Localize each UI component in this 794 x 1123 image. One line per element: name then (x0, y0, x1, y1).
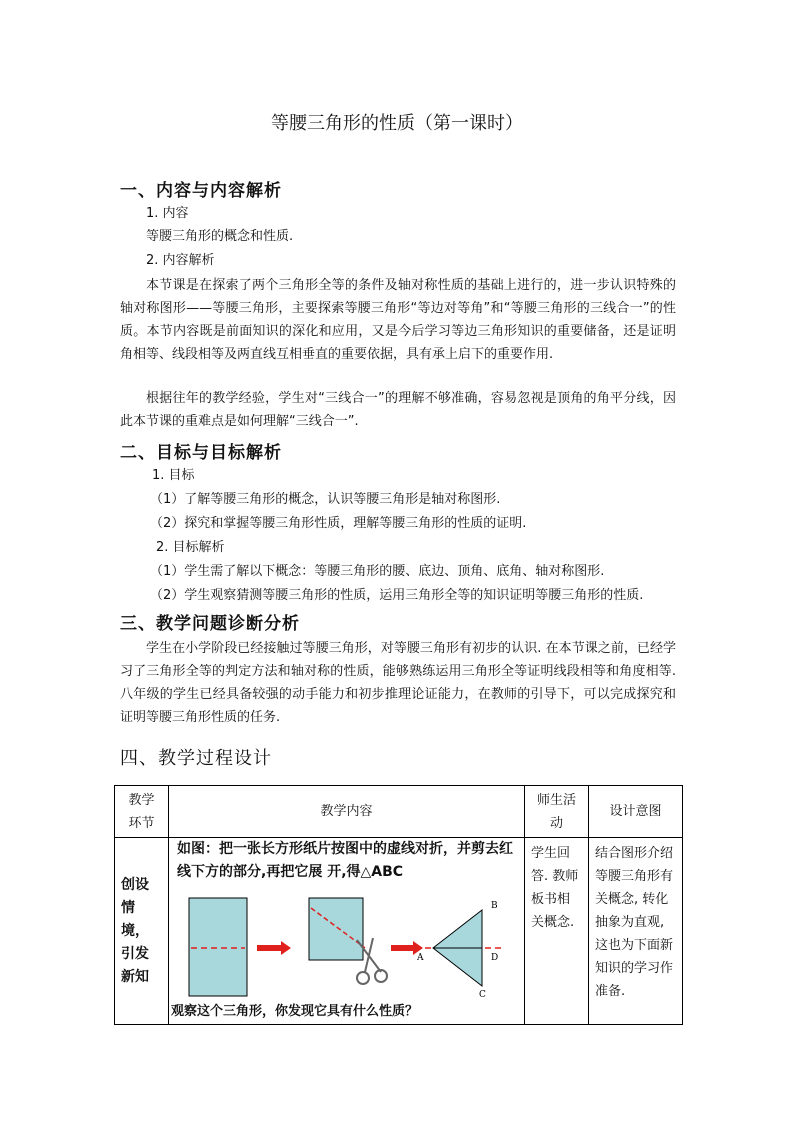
sub-label-content-analysis: 2. 内容解析 (146, 253, 215, 268)
diagnosis-para: 学生在小学阶段已经接触过等腰三角形，对等腰三角形有初步的认识. 在本节课之前，已经学习了三角形全等的判定方法和轴对称的性质，能够熟练运用三角形全等证明线段相等和角度相等. 八年级的学生已经具备较强的动手能力和初步推理论证能力，在教师的引导下，可以完成探究和证明等腰三角形性质的任务. (120, 641, 676, 725)
label-d: D (491, 953, 499, 963)
goal-2: （2）探究和掌握等腰三角形性质，理解等腰三角形的性质的证明. (150, 516, 527, 531)
activity-cell: 学生回答. 教师板书相关概念. (525, 838, 589, 1025)
page-title: 等腰三角形的性质（第一课时） (271, 113, 523, 134)
header-stage: 教学环节 (115, 786, 169, 838)
label-b: B (491, 901, 498, 911)
section-heading-goals: 二、目标与目标解析 (120, 443, 282, 463)
header-content: 教学内容 (169, 786, 525, 838)
label-a: A (417, 953, 424, 963)
figure-question: 观察这个三角形，你发现它具有什么性质？ (171, 1004, 419, 1019)
table-header-row (115, 786, 683, 838)
intent-cell: 结合图形介绍等腰三角形有关概念, 转化抽象为直观, 这也为下面新知识的学习作准备. (589, 838, 683, 1025)
goal-1: （1）了解等腰三角形的概念，认识等腰三角形是轴对称图形. (150, 492, 501, 507)
goal-analysis-2: （2）学生观察猜测等腰三角形的性质，运用三角形全等的知识证明等腰三角形的性质. (150, 588, 644, 603)
paper-rectangle (189, 898, 247, 996)
header-intent: 设计意图 (589, 786, 683, 838)
paper-folding-figure (169, 888, 525, 998)
process-table (114, 785, 683, 1025)
stage-cell: 创设情境，引发新知 (115, 838, 169, 1025)
content-analysis-para-1: 本节课是在探索了两个三角形全等的条件及轴对称性质的基础上进行的，进一步认识特殊的轴对称图形——等腰三角形，主要探索等腰三角形“等边对等角”和“等腰三角形的三线合一”的性质。本节内容既是前面知识的深化和应用，又是今后学习等边三角形知识的重要储备，还是证明角相等、线段相等及两直线互相垂直的重要依据，具有承上启下的重要作用. (120, 278, 676, 362)
folded-paper (309, 898, 363, 960)
arrow-right-icon (257, 941, 291, 955)
section-heading-content: 一、内容与内容解析 (120, 181, 282, 201)
sub-label-goal-analysis: 2. 目标解析 (156, 540, 225, 555)
section-heading-diagnosis: 三、教学问题诊断分析 (120, 614, 300, 634)
section-heading-process: 四、教学过程设计 (120, 748, 272, 769)
sub-label-goals: 1. 目标 (152, 468, 195, 483)
scissors-icon (357, 938, 387, 984)
content-cell (169, 838, 525, 1025)
content-text: 等腰三角形的概念和性质. (146, 229, 294, 244)
goal-analysis-1: （1）学生需了解以下概念：等腰三角形的腰、底边、顶角、底角、轴对称图形. (150, 564, 605, 579)
table-row (115, 838, 683, 1025)
sub-label-content: 1. 内容 (146, 206, 189, 221)
label-c: C (479, 990, 486, 998)
header-activity: 师生活动 (525, 786, 589, 838)
figure-instruction: 如图：把一张长方形纸片按图中的虚线对折，并剪去红线下方的部分,再把它展 开,得△ABC (177, 841, 513, 880)
content-analysis-para-2: 根据往年的教学经验，学生对“三线合一”的理解不够准确，容易忽视是顶角的角平分线，因此本节课的重难点是如何理解“三线合一”. (120, 391, 676, 429)
